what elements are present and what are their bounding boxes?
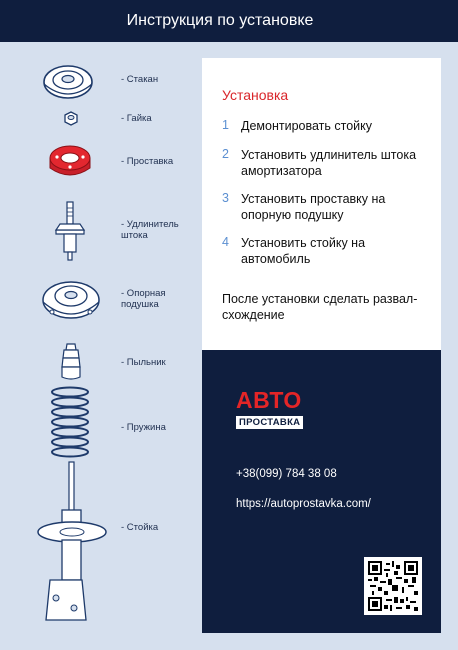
- nut-icon: [62, 110, 80, 128]
- website-link[interactable]: https://autoprostavka.com/: [236, 498, 371, 510]
- step-number: 2: [222, 147, 229, 161]
- header-bar: [0, 0, 458, 42]
- step-number: 3: [222, 191, 229, 205]
- steps-title: Установка: [222, 87, 289, 103]
- part-label-rod-extender: - Удлинитель штока: [121, 219, 179, 241]
- step-number: 4: [222, 235, 229, 249]
- step-number: 1: [222, 118, 229, 132]
- page-title: Инструкция по установке: [126, 12, 314, 29]
- part-item-nut: [0, 110, 200, 134]
- part-item-strut-mount: [0, 272, 200, 332]
- spacer-icon: [46, 142, 94, 184]
- part-label-spacer: - Проставка: [121, 156, 174, 167]
- brand-sub: ПРОСТАВКА: [236, 416, 303, 429]
- part-item-dust-boot: [0, 342, 200, 384]
- part-label-cup: - Стакан: [121, 74, 159, 85]
- part-item-shock-absorber: [0, 460, 200, 630]
- shock-absorber-icon: [32, 460, 112, 628]
- phone-number[interactable]: +38(099) 784 38 08: [236, 468, 337, 480]
- part-label-shock-absorber: - Стойка: [121, 522, 159, 533]
- installation-steps-panel: [202, 58, 441, 350]
- step-text: Установить стойку на автомобиль: [241, 236, 366, 266]
- step-text: Демонтировать стойку: [241, 119, 372, 133]
- step-text: Установить удлинитель штока амортизатора: [241, 148, 417, 178]
- part-item-rod-extender: [0, 200, 200, 262]
- part-item-coil-spring: [0, 386, 200, 466]
- part-item-cup: [0, 60, 200, 110]
- after-install-note: После установки сделать развал-схождение: [222, 292, 418, 322]
- part-label-nut: - Гайка: [121, 113, 152, 124]
- strut-mount-icon: [40, 274, 102, 330]
- part-item-spacer: [0, 140, 200, 188]
- part-label-strut-mount: - Опорная подушка: [121, 288, 166, 310]
- brand-logo: [236, 389, 303, 430]
- step-text: Установить проставку на опорную подушку: [241, 192, 386, 222]
- brand-name: АВТО: [236, 387, 302, 413]
- qr-code-icon: [364, 557, 422, 615]
- dust-boot-icon: [58, 342, 84, 382]
- strut-mount-cup-icon: [40, 60, 96, 104]
- contact-panel: [202, 350, 441, 633]
- rod-extender-icon: [52, 200, 88, 262]
- coil-spring-icon: [48, 386, 92, 464]
- part-label-dust-boot: - Пыльник: [121, 357, 166, 368]
- part-label-coil-spring: - Пружина: [121, 422, 166, 433]
